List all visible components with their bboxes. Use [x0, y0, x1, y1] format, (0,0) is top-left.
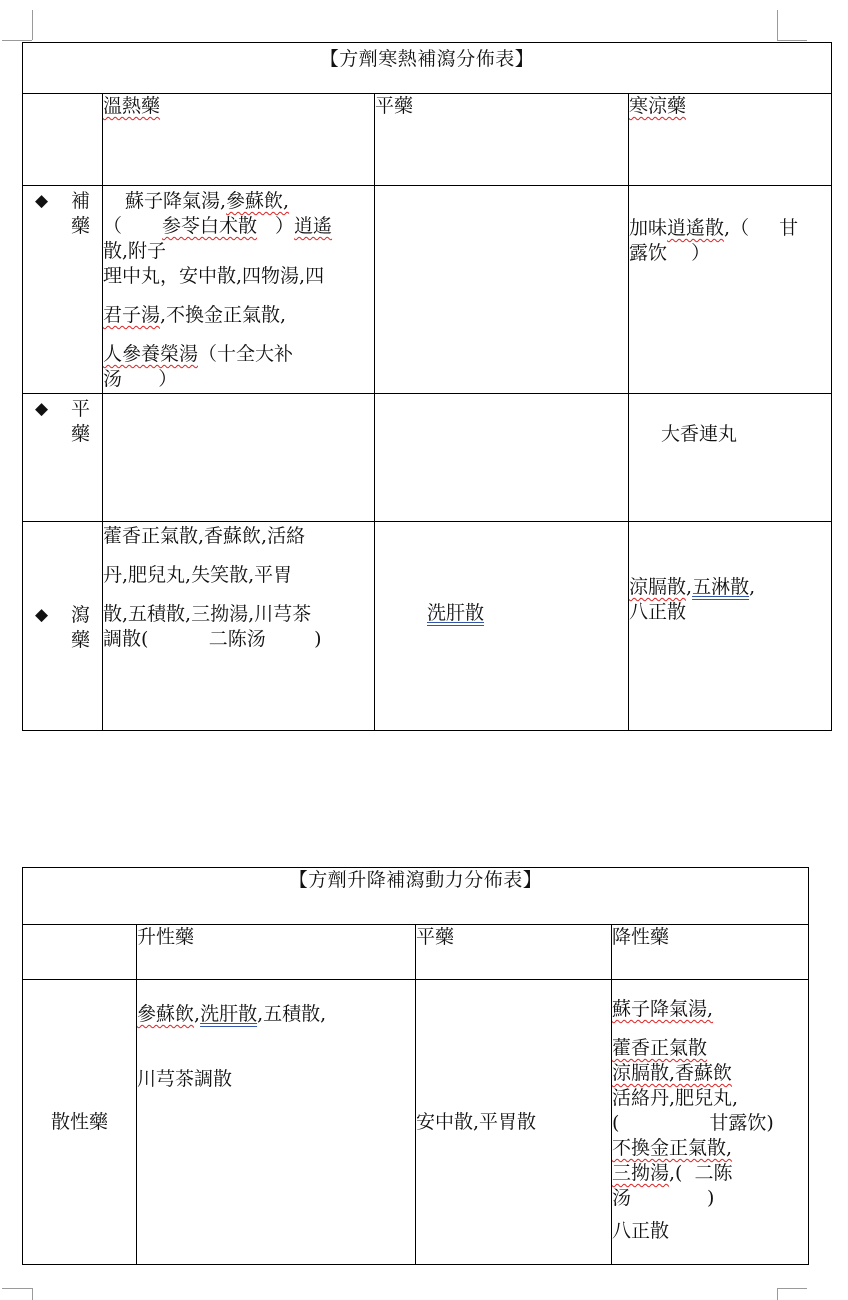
tonify-warm-l2c: ）	[275, 215, 295, 237]
down-l8a: 汤	[612, 1187, 632, 1209]
down-l5b: 甘露饮)	[709, 1112, 774, 1134]
purge-cold-l1a: 涼膈散	[629, 576, 687, 598]
neutral2-text: 安中散,平胃散	[416, 1110, 537, 1133]
tonify-warm-cell	[103, 186, 375, 394]
diamond-bullet-icon: ◆	[35, 399, 49, 419]
tonify-warm-l4: 理中丸，安中散,四物湯,四	[103, 265, 325, 287]
purge-warm-cell	[103, 522, 375, 731]
neutral-cold-cell	[629, 394, 832, 522]
down-l2: 藿香正氣散	[612, 1037, 708, 1059]
row-label-tonify	[23, 186, 103, 394]
table1-header-warm	[103, 94, 375, 186]
down-l7b: ,(	[669, 1162, 683, 1184]
tonify-warm-l2d: 逍遙	[294, 215, 333, 237]
header-down-text: 降性藥	[612, 926, 670, 948]
diamond-bullet-icon: ◆	[35, 191, 49, 211]
neutral-warm-cell	[103, 394, 375, 522]
table1-header-cold	[629, 94, 832, 186]
purge-cold-l1c: 五淋散	[692, 576, 750, 598]
tonify-cold-l1c: ,（	[724, 217, 750, 239]
tonify-cold-l1a: 加味	[629, 217, 668, 239]
crop-mark-top-left-v	[32, 10, 33, 40]
purge-neutral-cell	[375, 522, 629, 731]
tonify-warm-l2b: 参苓白术散	[162, 215, 258, 237]
tonify-cold-cell	[629, 186, 832, 394]
tonify-warm-l7: 汤 ）	[103, 368, 178, 390]
down-l7c: 二陈	[694, 1162, 733, 1184]
cold-heat-table	[22, 42, 832, 731]
header-neutral2-text: 平藥	[416, 926, 455, 948]
table1-title: 【方劑寒熱補瀉分佈表】	[319, 48, 535, 70]
tonify-warm-l5a: 君子湯	[103, 304, 161, 326]
purge-cold-l1d: ,	[749, 576, 756, 598]
row-label-purge	[23, 522, 103, 731]
tonify-cold-l1b: 逍遙散	[667, 217, 725, 239]
row-label-neutral-2: 藥	[71, 423, 91, 445]
crop-mark-bottom-right-v	[777, 1288, 778, 1300]
row-label-tonify-1: 補	[71, 190, 91, 212]
rise-fall-table	[22, 867, 809, 1265]
tonify-warm-l6a: 人參養榮湯	[103, 343, 199, 365]
header-neutral-text: 平藥	[375, 95, 414, 117]
table2-header-empty	[23, 925, 137, 980]
purge-cold-l2: 八正散	[629, 601, 687, 623]
tonify-neutral-cell	[375, 186, 629, 394]
neutral2-cell	[416, 980, 612, 1265]
tonify-warm-l5b: ,不換金正氣散,	[160, 304, 287, 326]
purge-cold-l1b: ,	[686, 576, 693, 598]
tonify-cold-l2: 露饮 ）	[629, 242, 711, 264]
tonify-warm-l2a: （	[103, 215, 123, 237]
neutral-neutral-cell	[375, 394, 629, 522]
tonify-warm-l3: 散,附子	[103, 240, 167, 262]
down-cell	[612, 980, 809, 1265]
table1-header-neutral	[375, 94, 629, 186]
table2-title: 【方劑升降補瀉動力分佈表】	[288, 869, 543, 891]
table1-title-cell	[23, 43, 832, 94]
down-l5a: (	[612, 1112, 620, 1134]
table1-header-empty	[23, 94, 103, 186]
table2-row-label-cell	[23, 980, 137, 1265]
up-l1d: ,五積散,	[257, 1003, 327, 1025]
purge-warm-l3: 散,五積散,三拗湯,川芎茶	[103, 603, 312, 625]
crop-mark-bottom-left-v	[32, 1288, 33, 1300]
row-label-neutral-1: 平	[71, 398, 91, 420]
crop-mark-bottom-left-h	[2, 1288, 32, 1289]
diamond-bullet-icon: ◆	[35, 605, 49, 625]
purge-cold-cell	[629, 522, 832, 731]
crop-mark-top-left-h	[2, 40, 32, 41]
crop-mark-top-right-v	[777, 10, 778, 40]
neutral-cold-text: 大香連丸	[661, 423, 738, 445]
tonify-warm-l1a: 蘇子降氣湯,	[125, 190, 227, 212]
table2-header-up	[137, 925, 416, 980]
tonify-warm-l6b: （十全大补	[198, 343, 294, 365]
purge-neutral-text: 洗肝散	[427, 602, 485, 624]
row-label-neutral	[23, 394, 103, 522]
up-l1c: 洗肝散	[200, 1003, 258, 1025]
table2-header-neutral	[416, 925, 612, 980]
purge-warm-l1: 藿香正氣散,香蘇飲,活絡	[103, 525, 306, 547]
header-warm-text: 溫熱藥	[103, 95, 161, 117]
down-l7a: 三拗湯	[612, 1162, 670, 1184]
row-label-purge-1: 瀉	[71, 604, 91, 626]
table2-header-down	[612, 925, 809, 980]
table2-title-cell	[23, 868, 809, 925]
up-l1b: ,	[194, 1003, 201, 1025]
down-l9: 八正散	[612, 1220, 670, 1242]
down-l6: 不換金正氣散,	[612, 1137, 733, 1159]
header-cold-text: 寒涼藥	[629, 95, 687, 117]
purge-warm-l4: 調散( 二陈汤 )	[103, 628, 322, 650]
row-label-tonify-2: 藥	[71, 215, 91, 237]
down-l8b: )	[707, 1187, 715, 1209]
header-up-text: 升性藥	[137, 926, 195, 948]
tonify-warm-l1b: 參蘇飲,	[226, 190, 290, 212]
down-l1: 蘇子降氣湯,	[612, 998, 714, 1020]
tonify-cold-l1d: 甘	[779, 217, 799, 239]
down-l3: 涼膈散,香蘇飲	[612, 1062, 733, 1084]
down-l4: 活絡丹,肥兒丸,	[612, 1087, 739, 1109]
up-l2: 川芎茶調散	[137, 1068, 233, 1090]
row-label-purge-2: 藥	[71, 629, 91, 651]
purge-warm-l2: 丹,肥兒丸,失笑散,平胃	[103, 564, 293, 586]
up-l1a: 參蘇飲	[137, 1003, 195, 1025]
crop-mark-bottom-right-h	[777, 1288, 807, 1289]
up-cell	[137, 980, 416, 1265]
crop-mark-top-right-h	[777, 40, 807, 41]
table2-row-label: 散性藥	[50, 1110, 108, 1133]
